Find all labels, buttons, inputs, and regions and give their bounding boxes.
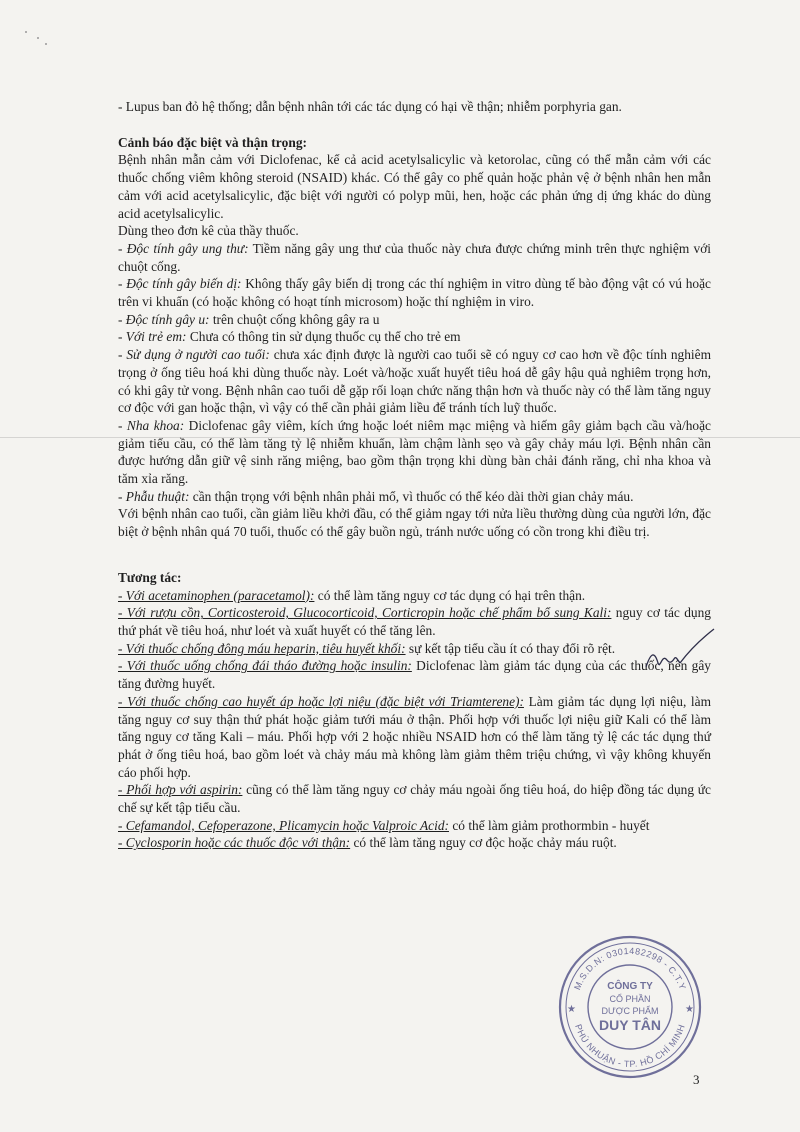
stamp-line-4: DUY TÂN (599, 1017, 661, 1033)
stamp-ring-top-text: M.S.D.N: 0301482298 - C.T.Y (572, 945, 688, 992)
warning-item: - Độc tính gây ung thư: Tiềm năng gây ung thư của thuốc này chưa được chứng minh trên thực nghiệm với chuột cống. (118, 240, 712, 274)
warning-item: - Độc tính gây biến dị: Không thấy gây biến dị trong các thí nghiệm in vitro dùng tế bào động vật có vú hoặc trên vi khuẩn (có hoặc không có hoạt tính microsom) hoặc thí nghiệm in viro. (118, 276, 711, 310)
warning-item: - Với trẻ em: Chưa có thông tin sử dụng thuốc cụ thể cho trẻ em (118, 329, 461, 345)
warnings-paragraph-3: Với bệnh nhân cao tuổi, cần giảm liều khởi đầu, có thể giảm ngay tới nửa liều thường dùng của người lớn, đặc biệt ở bệnh nhân quá 70 tuổi, thuốc có thể gây buồn ngủ, tránh nước uống có cồn trong khi điều trị. (118, 506, 711, 540)
lupus-paragraph: - Lupus ban đỏ hệ thống; dẫn bệnh nhân tới các tác dụng có hại về thận; nhiễm porphyria gan. (118, 99, 622, 114)
interaction-item: - Cefamandol, Cefoperazone, Plicamycin hoặc Valproic Acid: có thể làm giảm prothormbin - huyết (118, 817, 650, 833)
interaction-item: - Với thuốc chống cao huyết áp hoặc lợi niệu (đặc biệt với Triamterene): Làm giảm tác dụng lợi niệu, làm tăng nguy cơ suy thận thứ phát hoặc giảm tưới máu ở thận. Phối hợp với thuốc lợi niệu giữ Kali có thể làm tăng nguy cơ tăng Kali – máu. Phối hợp với 2 hoặc nhiều NSAID hơn có thể làm tăng tỷ lệ các tác dụng thứ phát ở ống tiêu hoá, bao gồm loét và chảy máu mà không làm giảm thêm triệu chứng, vì vậy không khuyến cáo phối hợp. (118, 693, 711, 780)
warnings-heading: Cảnh báo đặc biệt và thận trọng: (118, 134, 307, 150)
document-page (118, 98, 711, 852)
stamp-line-2: CỔ PHẦN (609, 994, 651, 1004)
interaction-item: - Cyclosporin hoặc các thuốc độc với thận: có thể làm tăng nguy cơ độc hoặc chảy máu ruột. (118, 835, 617, 851)
stamp-line-1: CÔNG TY (607, 981, 653, 992)
interaction-item: - Với acetaminophen (paracetamol): có thể làm tăng nguy cơ tác dụng có hại trên thận. (118, 587, 586, 603)
stamp-line-3: DƯỢC PHẨM (601, 1006, 659, 1016)
warning-item: - Sử dụng ở người cao tuổi: chưa xác định được là người cao tuổi sẽ có nguy cơ cao hơn về độc tính nghiêm trọng ở ống tiêu hoá khi dùng thuốc này. Loét và/hoặc xuất huyết tiêu hoá dễ gây hậu quả nghiêm trọng hơn, có khi gây tử vong. Bệnh nhân cao tuổi dễ gặp rối loạn chức năng thận hơn và thuốc này có thể làm tăng nguy cơ độc với gan hoặc thận, vì vậy có thể cần phải giảm liều để tránh tích luỹ thuốc. (118, 347, 711, 416)
interaction-item: - Với thuốc chống đông máu heparin, tiêu huyết khối: sự kết tập tiểu cầu ít có thay đổi rõ rệt. (118, 640, 616, 656)
warnings-paragraph-2: Dùng theo đơn kê của thầy thuốc. (118, 223, 299, 239)
scan-dots (22, 28, 52, 48)
stamp-ring-bottom-text: PHÚ NHUẬN - TP. HỒ CHÍ MINH (573, 1022, 687, 1070)
warning-item: - Nha khoa: Diclofenac gây viêm, kích ứng hoặc loét niêm mạc miệng và hiếm gây giảm bạch cầu và/hoặc giảm tiểu cầu, có thể làm tăng tỷ lệ nhiễm khuẩn, làm chậm lành sẹo và gây chảy máu lợi. Bệnh nhân cần được hướng dẫn giữ vệ sinh răng miệng, bao gồm thận trọng khi dùng bàn chải đánh răng, chỉ nha khoa và tăm xỉa răng. (118, 417, 711, 487)
warning-item: - Độc tính gây u: trên chuột cống không gây ra u (118, 311, 380, 327)
company-stamp (555, 932, 705, 1082)
star-icon: ★ (685, 1004, 694, 1015)
warnings-paragraph-1: Bệnh nhân mẫn cảm với Diclofenac, kể cả acid acetylsalicylic và ketorolac, cũng có thể mẫn cảm với các thuốc chống viêm không steroid (NSAID) khác. Có thể gây co phế quản hoặc phản vệ ở bệnh nhân hen mẫn cảm với acid acetylsalicylic, đặc biệt với người có polyp mũi, hen, hoặc các phản ứng dị ứng khác do dùng acid acetylsalicylic. (118, 152, 711, 221)
interaction-item: - Phối hợp với aspirin: cũng có thể làm tăng nguy cơ chảy máu ngoài ống tiêu hoá, do hiệp đồng tác dụng ức chế sự kết tập tiểu cầu. (118, 782, 711, 816)
warning-item: - Phẫu thuật: cần thận trọng với bệnh nhân phải mổ, vì thuốc có thể kéo dài thời gian chảy máu. (118, 488, 634, 504)
interaction-item: - Với thuốc uống chống đái tháo đường hoặc insulin: Diclofenac làm giảm tác dụng của các thuốc, nên gây tăng đường huyết. (118, 658, 711, 692)
handwritten-signature (640, 625, 720, 680)
page-number: 3 (693, 1072, 700, 1087)
interactions-heading: Tương tác: (118, 569, 182, 585)
interaction-item: - Với rượu cồn, Corticosteroid, Glucocorticoid, Corticropin hoặc chế phẩm bổ sung Kali: nguy cơ tác dụng thứ phát về tiêu hoá, như loét và xuất huyết có thể tăng lên. (118, 605, 712, 638)
star-icon: ★ (567, 1004, 576, 1015)
